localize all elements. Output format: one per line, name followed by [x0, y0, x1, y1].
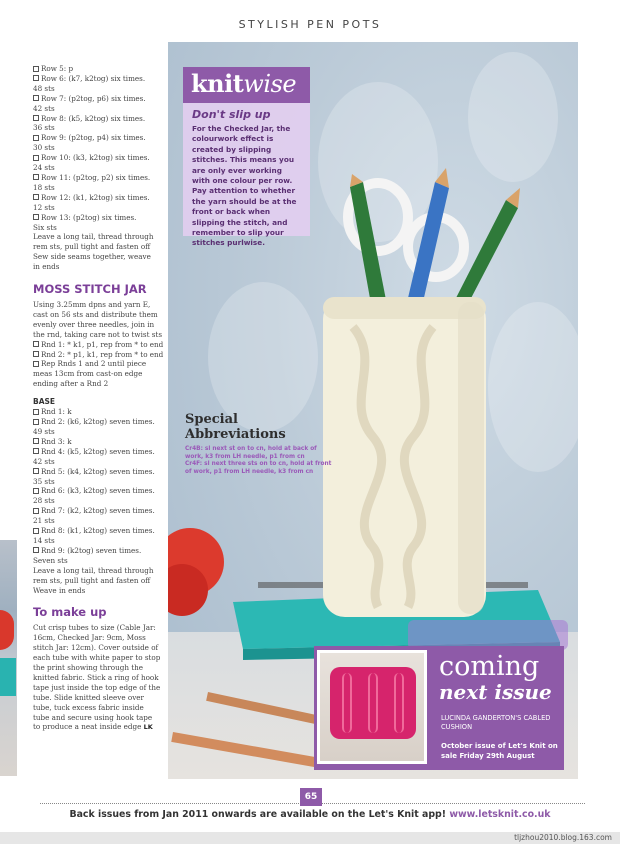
instruction-text: Using 3.25mm dpns and yarn E,	[33, 300, 151, 310]
instruction-text: Rnd 1: * k1, p1, rep from * to end	[41, 339, 164, 349]
checkbox-icon[interactable]	[33, 351, 39, 357]
instruction-line	[33, 320, 165, 330]
flower-fragment	[0, 610, 14, 650]
instruction-text: the print showing through the	[33, 663, 143, 673]
checkbox-icon[interactable]	[33, 468, 39, 474]
checkbox-icon[interactable]	[33, 547, 39, 553]
cushion-cable	[342, 673, 352, 733]
instruction-text: Row 10: (k3, k2tog) six times.	[41, 153, 150, 163]
instruction-line	[33, 496, 165, 506]
special-abbreviations	[185, 412, 335, 476]
coming-title: coming	[439, 651, 540, 682]
instruction-text: Leave a long tail, thread through	[33, 565, 154, 575]
instruction-line	[33, 653, 165, 663]
knitwise-label-italic: wise	[243, 70, 297, 98]
end-mark: LK	[143, 723, 153, 732]
instruction-line	[33, 516, 165, 526]
instruction-text: ending after a Rnd 2	[33, 379, 109, 389]
pencil-on-table	[171, 732, 320, 768]
instruction-line	[33, 556, 165, 566]
instruction-line	[33, 633, 165, 643]
instruction-text: Rnd 2: (k6, k2tog) seven times.	[41, 417, 155, 427]
instruction-line	[33, 262, 165, 272]
instruction-line	[33, 123, 165, 133]
checkbox-icon[interactable]	[33, 66, 39, 72]
checkbox-icon[interactable]	[33, 361, 39, 367]
next-issue-title: next issue	[439, 680, 552, 704]
instruction-line	[33, 203, 165, 213]
instruction-text: the rnd, taking care not to twist sts	[33, 329, 163, 339]
instruction-text: 30 sts	[33, 143, 55, 153]
base-instructions	[33, 407, 165, 595]
checkbox-icon[interactable]	[33, 155, 39, 161]
instruction-line	[33, 477, 165, 487]
instruction-line	[33, 437, 165, 447]
instruction-line	[33, 546, 165, 556]
checkbox-icon[interactable]	[33, 341, 39, 347]
instruction-line	[33, 223, 165, 233]
instruction-line	[33, 536, 165, 546]
instruction-line	[33, 379, 165, 389]
base-heading: BASE	[33, 397, 56, 407]
instruction-line	[33, 486, 165, 496]
instruction-line	[33, 713, 165, 723]
instruction-line	[33, 213, 165, 223]
instruction-line	[33, 703, 165, 713]
instruction-text: in ends	[33, 262, 60, 272]
checkbox-icon[interactable]	[33, 448, 39, 454]
cushion-cable	[394, 673, 404, 733]
instruction-text: 24 sts	[33, 163, 55, 173]
instruction-line	[33, 427, 165, 437]
knitwise-label	[183, 67, 310, 103]
pattern-column	[33, 64, 165, 733]
instruction-text: Sew side seams together, weave	[33, 252, 151, 262]
abbreviation-cr4f: Cr4F: sl next three sts on to cn, hold at front of work, p1 from LH needle, k3 from cn	[185, 461, 332, 475]
cushion-cable	[368, 673, 378, 733]
tip-body: For the Checked Jar, the colourwork effect is created by slipping stitches. This means you are only ever working with one colour per row. Pay attention to whether the yarn should be at the front or back when slipping the stitch, and remember to slip your stitches purlwise.	[192, 124, 297, 248]
instruction-text: Row 7: (p2tog, p6) six times.	[41, 93, 146, 103]
instruction-line	[33, 663, 165, 673]
adjacent-page-photo	[0, 540, 17, 776]
instruction-text: tape just inside the top edge of the	[33, 682, 161, 692]
instruction-text: knitted fabric. Stick a ring of hook	[33, 672, 159, 682]
abbreviation-cr4b: Cr4B: sl next st on to cn, hold at back of work, k3 from LH needle, p1 from cn	[185, 446, 317, 460]
instruction-line	[33, 242, 165, 252]
instruction-line	[33, 693, 165, 703]
checkbox-icon[interactable]	[33, 95, 39, 101]
instruction-text: evenly over three needles, join in	[33, 319, 155, 329]
cushion-photo	[317, 650, 427, 764]
instruction-text: tube, tuck excess fabric inside	[33, 702, 144, 712]
checkbox-icon[interactable]	[33, 409, 39, 415]
instruction-line	[33, 526, 165, 536]
instruction-line	[33, 252, 165, 262]
instruction-text: 42 sts	[33, 103, 55, 113]
instruction-text: 42 sts	[33, 456, 55, 466]
instruction-text: Row 8: (k5, k2tog) six times.	[41, 113, 146, 123]
pattern-rows	[33, 64, 165, 272]
instruction-text: 35 sts	[33, 476, 55, 486]
moss-stitch-heading: MOSS STITCH JAR	[33, 282, 147, 297]
instruction-text: Rnd 5: (k4, k2tog) seven times.	[41, 466, 155, 476]
instruction-line	[33, 114, 165, 124]
instruction-line	[33, 350, 165, 360]
instruction-line	[33, 340, 165, 350]
instruction-text: Row 5: p	[41, 64, 74, 73]
instruction-line	[33, 407, 165, 417]
footer-url[interactable]: www.letsknit.co.uk	[449, 809, 551, 820]
make-up-heading: To make up	[33, 605, 107, 620]
instruction-line	[33, 447, 165, 457]
checkbox-icon[interactable]	[33, 135, 39, 141]
instruction-line	[33, 359, 165, 369]
instruction-text: Leave a long tail, thread through	[33, 232, 154, 242]
instruction-line	[33, 467, 165, 477]
make-up-instructions	[33, 623, 165, 733]
footer-message: Back issues from Jan 2011 onwards are available on the Let's Knit app!	[69, 809, 447, 820]
instruction-line	[33, 173, 165, 183]
instruction-line	[33, 104, 165, 114]
instruction-text: 12 sts	[33, 202, 55, 212]
instruction-line	[33, 84, 165, 94]
instruction-line	[33, 457, 165, 467]
instruction-text: Rnd 9: (k2tog) seven times.	[41, 545, 142, 555]
instruction-text: Weave in ends	[33, 585, 86, 595]
instruction-line	[33, 143, 165, 153]
instruction-line	[33, 310, 165, 320]
instruction-line	[33, 232, 165, 242]
instruction-text: tube. Slide knitted sleeve over	[33, 692, 144, 702]
instruction-text: rem sts, pull tight and fasten off	[33, 242, 151, 252]
instruction-line	[33, 94, 165, 104]
page-header: STYLISH PEN POTS	[238, 18, 382, 31]
instruction-text: Rnd 6: (k3, k2tog) seven times.	[41, 486, 155, 496]
checkbox-icon[interactable]	[33, 508, 39, 514]
instruction-line	[33, 722, 165, 733]
instruction-text: 16cm, Checked Jar: 9cm, Moss	[33, 633, 146, 643]
checkbox-icon[interactable]	[33, 528, 39, 534]
instruction-text: cast on 56 sts and distribute them	[33, 309, 158, 319]
source-credit: tljzhou2010.blog.163.com	[0, 832, 620, 844]
moss-stitch-instructions	[33, 300, 165, 389]
instruction-line	[33, 683, 165, 693]
instruction-text: 21 sts	[33, 516, 55, 526]
instruction-text: Rep Rnds 1 and 2 until piece	[41, 359, 147, 369]
abbreviations-title-line1: Special	[185, 412, 238, 427]
page-number: 65	[300, 788, 322, 806]
notebook-fragment	[0, 658, 16, 696]
instruction-line	[33, 576, 165, 586]
abbreviations-title-line2: Abbreviations	[185, 427, 286, 442]
instruction-text: Row 13: (p2tog) six times.	[41, 212, 137, 222]
next-project-name: LUCINDA GANDERTON'S CABLED CUSHION	[441, 714, 551, 731]
instruction-line	[33, 506, 165, 516]
checkbox-icon[interactable]	[33, 488, 39, 494]
checkbox-icon[interactable]	[33, 115, 39, 121]
instruction-line	[33, 74, 165, 84]
instruction-line	[33, 643, 165, 653]
checkbox-icon[interactable]	[33, 194, 39, 200]
instruction-line	[33, 193, 165, 203]
checkbox-icon[interactable]	[33, 419, 39, 425]
checkbox-icon[interactable]	[33, 214, 39, 220]
instruction-text: Rnd 1: k	[41, 407, 72, 417]
instruction-text: 36 sts	[33, 123, 55, 133]
instruction-text: 18 sts	[33, 182, 55, 192]
instruction-text: Rnd 4: (k5, k2tog) seven times.	[41, 446, 155, 456]
pink-cabled-cushion	[330, 667, 416, 739]
instruction-line	[33, 133, 165, 143]
instruction-text: each tube with white paper to stop	[33, 653, 161, 663]
instruction-line	[33, 369, 165, 379]
instruction-text: Rnd 8: (k1, k2tog) seven times.	[41, 526, 155, 536]
checkbox-icon[interactable]	[33, 174, 39, 180]
instruction-text: 49 sts	[33, 427, 55, 436]
next-issue-date: October issue of Let's Knit on sale Friday 29th August	[441, 742, 558, 760]
knitwise-label-plain: knit	[191, 69, 244, 98]
instruction-text: Rnd 7: (k2, k2tog) seven times.	[41, 506, 155, 516]
instruction-line	[33, 417, 165, 427]
instruction-text: Cut crisp tubes to size (Cable Jar:	[33, 623, 156, 633]
instruction-text: stitch Jar: 12cm). Cover outside of	[33, 643, 159, 653]
blue-pencil	[408, 182, 449, 302]
instruction-text: Row 9: (p2tog, p4) six times.	[41, 133, 146, 143]
instruction-text: to produce a neat inside edge	[33, 722, 142, 732]
checkbox-icon[interactable]	[33, 75, 39, 81]
instruction-line	[33, 153, 165, 163]
instruction-text: Seven sts	[33, 555, 68, 565]
checkbox-icon[interactable]	[33, 438, 39, 444]
instruction-line	[33, 300, 165, 310]
instruction-line	[33, 673, 165, 683]
instruction-text: Rnd 2: * p1, k1, rep from * to end	[41, 349, 164, 359]
instruction-text: tube and secure using hook tape	[33, 712, 153, 722]
instruction-text: meas 13cm from cast-on edge	[33, 369, 143, 379]
instruction-line	[33, 586, 165, 596]
instruction-text: Six sts	[33, 222, 57, 232]
instruction-text: Row 6: (k7, k2tog) six times.	[41, 73, 146, 83]
instruction-text: Row 11: (p2tog, p2) six times.	[41, 172, 151, 182]
instruction-line	[33, 623, 165, 633]
instruction-text: Row 12: (k1, k2tog) six times.	[41, 192, 150, 202]
knitwise-tip-box	[183, 103, 310, 248]
instruction-line	[33, 330, 165, 340]
instruction-line	[33, 183, 165, 193]
instruction-line	[33, 566, 165, 576]
instruction-text: 48 sts	[33, 83, 55, 93]
instruction-line	[33, 163, 165, 173]
footer-text	[0, 809, 620, 820]
instruction-line	[33, 64, 165, 74]
instruction-text: 28 sts	[33, 496, 55, 506]
pot-shadow	[458, 302, 484, 614]
instruction-text: Rnd 3: k	[41, 436, 72, 446]
instruction-text: 14 sts	[33, 535, 55, 545]
tip-title: Don't slip up	[192, 108, 271, 121]
instruction-text: rem sts, pull tight and fasten off	[33, 575, 151, 585]
